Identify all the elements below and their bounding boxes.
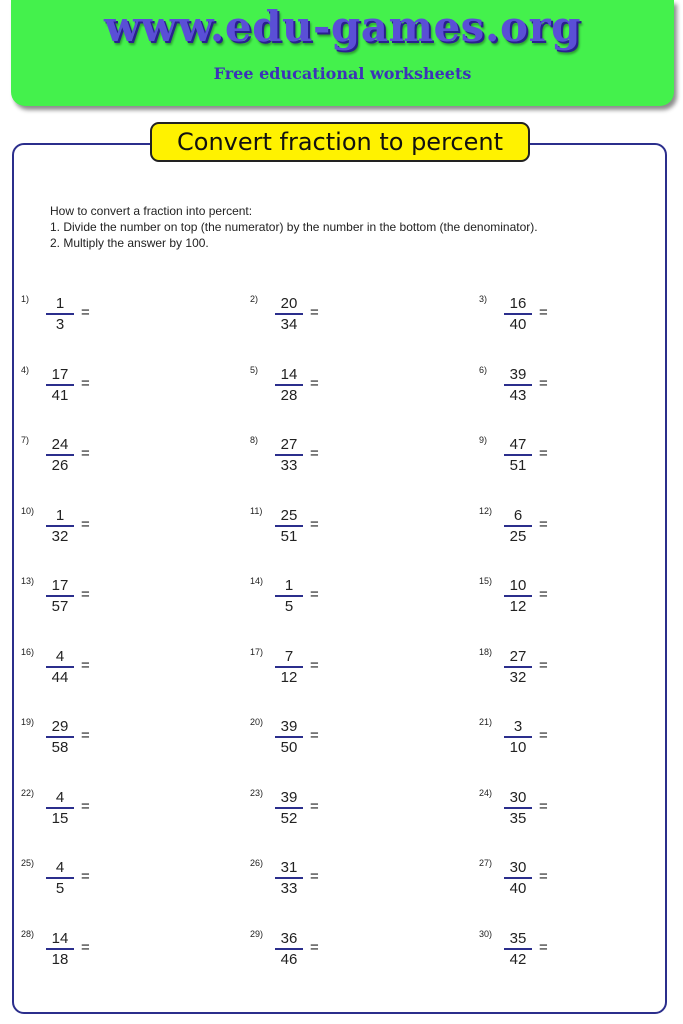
denominator: 43 — [509, 386, 527, 404]
numerator: 17 — [51, 577, 69, 594]
numerator: 3 — [513, 718, 523, 735]
equals-sign: = — [539, 727, 548, 744]
fraction-bar — [275, 877, 303, 879]
problem-number: 12) — [479, 505, 493, 516]
fraction — [275, 507, 303, 545]
numerator: 14 — [51, 929, 69, 947]
problem-number: 27) — [479, 858, 493, 868]
numerator: 4 — [55, 859, 65, 876]
problem-item — [250, 930, 450, 990]
fraction-bar — [46, 807, 74, 809]
fraction — [504, 507, 532, 545]
denominator: 50 — [280, 739, 298, 756]
fraction — [275, 859, 303, 897]
equals-sign: = — [310, 374, 319, 392]
equals-sign: = — [81, 938, 90, 956]
problem-number: 17) — [250, 646, 264, 657]
equals-sign: = — [310, 727, 319, 744]
problem-number: 29) — [250, 928, 264, 939]
fraction-bar — [504, 313, 532, 315]
problem-number: 8) — [250, 435, 259, 445]
problem-number: 11) — [250, 505, 263, 516]
problem-number: 14) — [250, 576, 264, 586]
numerator: 14 — [280, 365, 298, 383]
equals-sign: = — [81, 868, 90, 885]
numerator: 29 — [51, 718, 69, 735]
fraction-bar — [275, 948, 303, 950]
equals-sign: = — [539, 797, 548, 815]
problem-number: 23) — [250, 787, 264, 798]
denominator: 42 — [509, 950, 527, 968]
fraction-bar — [275, 736, 303, 738]
numerator: 16 — [509, 295, 527, 312]
equals-sign: = — [310, 797, 319, 815]
problem-item — [250, 648, 450, 708]
problem-item — [479, 577, 679, 637]
problem-item — [21, 507, 221, 567]
problem-item — [479, 859, 679, 919]
fraction-bar — [504, 666, 532, 668]
fraction — [504, 789, 532, 827]
problem-number: 2) — [250, 294, 259, 304]
problem-number: 22) — [21, 787, 35, 798]
problem-item — [21, 789, 221, 849]
fraction-bar — [46, 877, 74, 879]
denominator: 40 — [509, 880, 527, 897]
fraction — [46, 930, 74, 968]
fraction — [275, 718, 303, 756]
numerator: 7 — [284, 647, 294, 665]
numerator: 39 — [280, 788, 298, 806]
denominator: 51 — [509, 457, 527, 474]
fraction-bar — [46, 313, 74, 315]
fraction — [275, 648, 303, 686]
problem-number: 6) — [479, 364, 488, 375]
fraction — [504, 930, 532, 968]
problem-number: 20) — [250, 717, 264, 727]
fraction-bar — [504, 807, 532, 809]
denominator: 51 — [280, 527, 298, 545]
fraction-bar — [504, 595, 532, 597]
problem-number: 3) — [479, 294, 488, 304]
problem-item — [250, 436, 450, 496]
problem-item — [21, 577, 221, 637]
denominator: 3 — [55, 316, 65, 333]
problem-item — [479, 295, 679, 355]
fraction-bar — [46, 948, 74, 950]
equals-sign: = — [310, 868, 319, 885]
numerator: 30 — [509, 788, 527, 806]
equals-sign: = — [81, 515, 90, 533]
equals-sign: = — [81, 586, 90, 603]
fraction — [275, 366, 303, 404]
problem-number: 24) — [479, 787, 493, 798]
fraction — [275, 930, 303, 968]
fraction — [46, 366, 74, 404]
problem-item — [250, 789, 450, 849]
problem-number: 9) — [479, 435, 488, 445]
denominator: 25 — [509, 527, 527, 545]
equals-sign: = — [539, 938, 548, 956]
numerator: 31 — [280, 859, 298, 876]
problem-item — [250, 507, 450, 567]
equals-sign: = — [81, 797, 90, 815]
numerator: 20 — [280, 295, 298, 312]
equals-sign: = — [81, 656, 90, 674]
problem-item — [250, 577, 450, 637]
problem-item — [479, 648, 679, 708]
fraction-bar — [275, 525, 303, 527]
problem-number: 4) — [21, 364, 30, 375]
denominator: 33 — [280, 457, 298, 474]
fraction-bar — [504, 454, 532, 456]
instruction-line: How to convert a fraction into percent: — [50, 204, 253, 218]
fraction-bar — [46, 595, 74, 597]
fraction — [46, 295, 74, 333]
denominator: 18 — [51, 950, 69, 968]
site-name: www.edu-games.org — [104, 2, 581, 51]
denominator: 52 — [280, 809, 298, 827]
problem-item — [479, 789, 679, 849]
fraction — [504, 648, 532, 686]
fraction — [46, 648, 74, 686]
equals-sign: = — [81, 304, 90, 321]
fraction-bar — [275, 384, 303, 386]
fraction — [46, 577, 74, 615]
numerator: 6 — [513, 506, 523, 524]
problem-item — [250, 295, 450, 355]
problem-item — [479, 718, 679, 778]
equals-sign: = — [310, 938, 319, 956]
numerator: 25 — [280, 506, 298, 524]
problem-number: 28) — [21, 928, 35, 939]
equals-sign: = — [81, 727, 90, 744]
denominator: 35 — [509, 809, 527, 827]
equals-sign: = — [310, 445, 319, 462]
denominator: 33 — [280, 880, 298, 897]
numerator: 1 — [55, 295, 65, 312]
fraction — [275, 577, 303, 615]
fraction — [504, 577, 532, 615]
denominator: 10 — [509, 739, 527, 756]
denominator: 12 — [509, 598, 527, 615]
fraction — [504, 436, 532, 474]
equals-sign: = — [310, 515, 319, 533]
problem-item — [479, 366, 679, 426]
numerator: 30 — [509, 859, 527, 876]
problem-item — [250, 718, 450, 778]
numerator: 1 — [55, 506, 65, 524]
equals-sign: = — [539, 374, 548, 392]
denominator: 5 — [55, 880, 65, 897]
equals-sign: = — [539, 586, 548, 603]
fraction — [275, 789, 303, 827]
fraction — [275, 436, 303, 474]
fraction-bar — [46, 666, 74, 668]
numerator: 27 — [280, 436, 298, 453]
instruction-line: 2. Multiply the answer by 100. — [50, 236, 209, 250]
problem-number: 21) — [479, 717, 493, 727]
numerator: 39 — [280, 718, 298, 735]
denominator: 32 — [509, 668, 527, 686]
problem-number: 15) — [479, 576, 493, 586]
fraction-bar — [504, 736, 532, 738]
denominator: 57 — [51, 598, 69, 615]
problem-number: 16) — [21, 646, 35, 657]
numerator: 17 — [51, 365, 69, 383]
equals-sign: = — [310, 586, 319, 603]
numerator: 24 — [51, 436, 69, 453]
denominator: 41 — [51, 386, 69, 404]
problem-item — [250, 859, 450, 919]
site-tagline: Free educational worksheets — [213, 64, 472, 83]
problem-number: 19) — [21, 717, 35, 727]
problem-number: 1) — [21, 294, 30, 304]
problem-item — [21, 648, 221, 708]
equals-sign: = — [310, 304, 319, 321]
fraction-bar — [275, 807, 303, 809]
fraction — [504, 366, 532, 404]
equals-sign: = — [539, 868, 548, 885]
problem-number: 7) — [21, 435, 30, 445]
instruction-line: 1. Divide the number on top (the numerator) by the number in the bottom (the denominator). — [50, 220, 538, 234]
numerator: 27 — [509, 647, 527, 665]
denominator: 32 — [51, 527, 69, 545]
fraction-bar — [46, 736, 74, 738]
fraction-bar — [504, 948, 532, 950]
numerator: 4 — [55, 647, 65, 665]
denominator: 12 — [280, 668, 298, 686]
fraction — [275, 295, 303, 333]
fraction-bar — [504, 525, 532, 527]
problem-number: 26) — [250, 858, 264, 868]
problem-item — [21, 436, 221, 496]
fraction — [504, 295, 532, 333]
fraction — [46, 718, 74, 756]
problem-number: 25) — [21, 858, 35, 868]
equals-sign: = — [539, 515, 548, 533]
problem-item — [21, 295, 221, 355]
numerator: 4 — [55, 788, 65, 806]
problem-item — [250, 366, 450, 426]
problem-item — [21, 718, 221, 778]
fraction-bar — [46, 384, 74, 386]
equals-sign: = — [81, 374, 90, 392]
denominator: 5 — [284, 598, 294, 615]
problem-number: 13) — [21, 576, 35, 586]
problem-item — [479, 930, 679, 990]
equals-sign: = — [539, 656, 548, 674]
problem-item — [479, 436, 679, 496]
fraction-bar — [504, 877, 532, 879]
equals-sign: = — [81, 445, 90, 462]
numerator: 39 — [509, 365, 527, 383]
worksheet-title: Convert fraction to percent — [150, 122, 530, 162]
denominator: 34 — [280, 316, 298, 333]
denominator: 15 — [51, 809, 69, 827]
fraction-bar — [275, 666, 303, 668]
fraction-bar — [275, 313, 303, 315]
problem-number: 18) — [479, 646, 493, 657]
problem-number: 5) — [250, 364, 259, 375]
fraction-bar — [275, 595, 303, 597]
denominator: 58 — [51, 739, 69, 756]
fraction-bar — [275, 454, 303, 456]
fraction-bar — [46, 454, 74, 456]
denominator: 44 — [51, 668, 69, 686]
problem-item — [21, 366, 221, 426]
problem-item — [479, 507, 679, 567]
numerator: 47 — [509, 436, 527, 453]
numerator: 35 — [509, 929, 527, 947]
problem-item — [21, 859, 221, 919]
fraction — [504, 718, 532, 756]
fraction-bar — [504, 384, 532, 386]
numerator: 10 — [509, 577, 527, 594]
denominator: 40 — [509, 316, 527, 333]
fraction — [46, 859, 74, 897]
problem-number: 10) — [21, 505, 35, 516]
denominator: 28 — [280, 386, 298, 404]
numerator: 1 — [284, 577, 294, 594]
problem-item — [21, 930, 221, 990]
problem-number: 30) — [479, 928, 493, 939]
fraction-bar — [46, 525, 74, 527]
equals-sign: = — [310, 656, 319, 674]
equals-sign: = — [539, 445, 548, 462]
denominator: 26 — [51, 457, 69, 474]
equals-sign: = — [539, 304, 548, 321]
fraction — [46, 507, 74, 545]
denominator: 46 — [280, 950, 298, 968]
fraction — [46, 436, 74, 474]
fraction — [46, 789, 74, 827]
fraction — [504, 859, 532, 897]
numerator: 36 — [280, 929, 298, 947]
